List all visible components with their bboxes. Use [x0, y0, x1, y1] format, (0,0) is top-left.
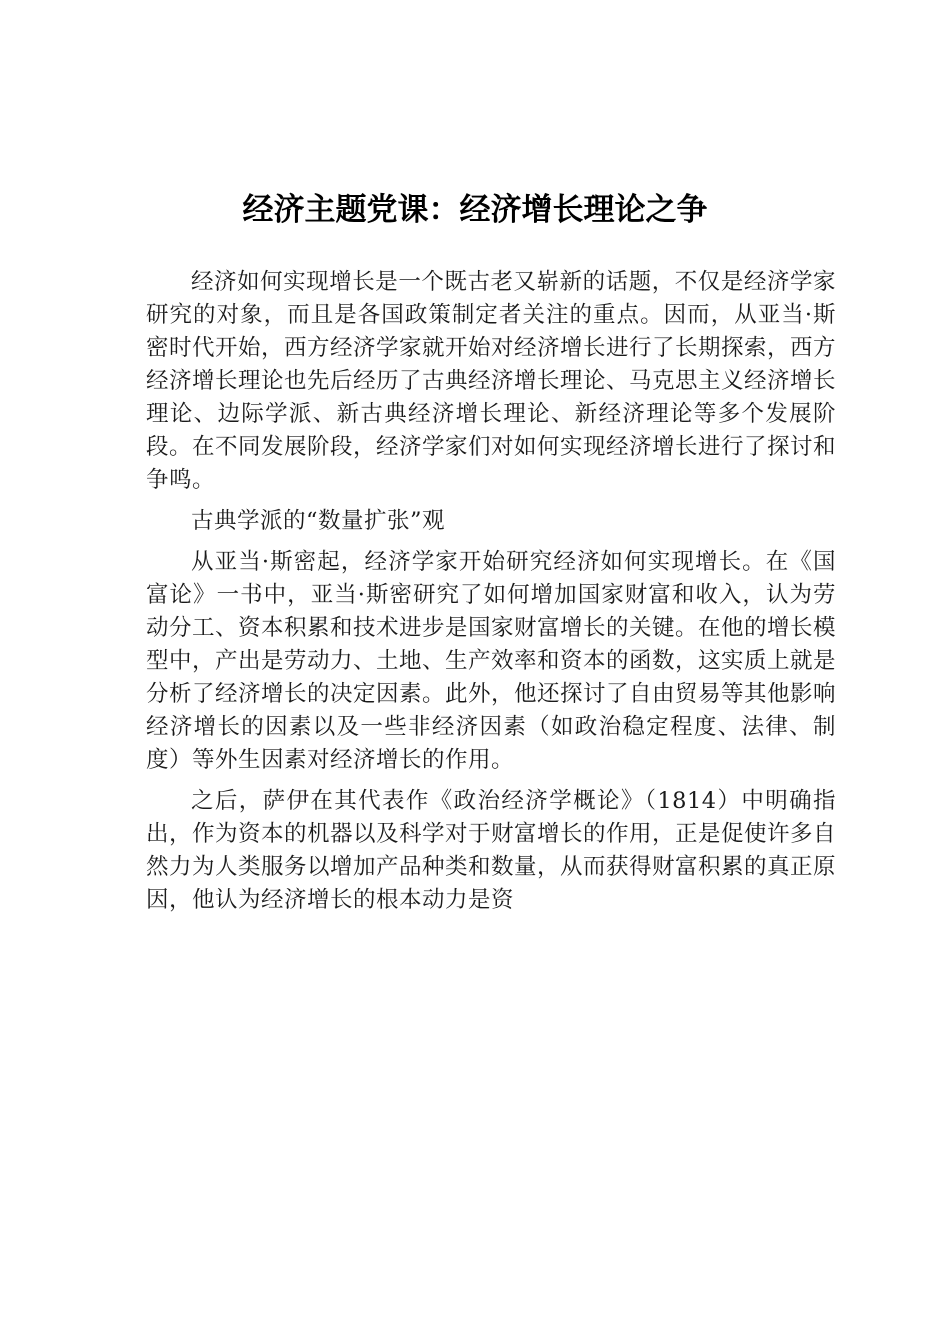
paragraph-adam-smith: 从亚当·斯密起，经济学家开始研究经济如何实现增长。在《国富论》一书中，亚当·斯密研究了如何增加国家财富和收入，认为劳动分工、资本积累和技术进步是国家财富增长的关键。在他的增长模型中，产出是劳动力、土地、生产效率和资本的函数，这实质上就是分析了经济增长的决定因素。此外，他还探讨了自由贸易等其他影响经济增长的因素以及一些非经济因素（如政治稳定程度、法律、制度）等外生因素对经济增长的作用。	[146, 549, 837, 773]
document-body	[146, 266, 836, 917]
document-title: 经济主题党课：经济增长理论之争	[242, 192, 708, 228]
paragraph-say: 之后，萨伊在其代表作《政治经济学概论》（1814）中明确指出，作为资本的机器以及科学对于财富增长的作用，正是促使许多自然力为人类服务以增加产品种类和数量，从而获得财富积累的真正原因，他认为经济增长的根本动力是资	[146, 788, 837, 913]
section-heading: 古典学派的“数量扩张”观	[191, 508, 446, 534]
paragraph-intro: 经济如何实现增长是一个既古老又崭新的话题，不仅是经济学家研究的对象，而且是各国政策制定者关注的重点。因而，从亚当·斯密时代开始，西方经济学家就开始对经济增长进行了长期探索，西方经济增长理论也先后经历了古典经济增长理论、马克思主义经济增长理论、边际学派、新古典经济增长理论、新经济理论等多个发展阶段。在不同发展阶段，经济学家们对如何实现经济增长进行了探讨和争鸣。	[146, 269, 837, 493]
